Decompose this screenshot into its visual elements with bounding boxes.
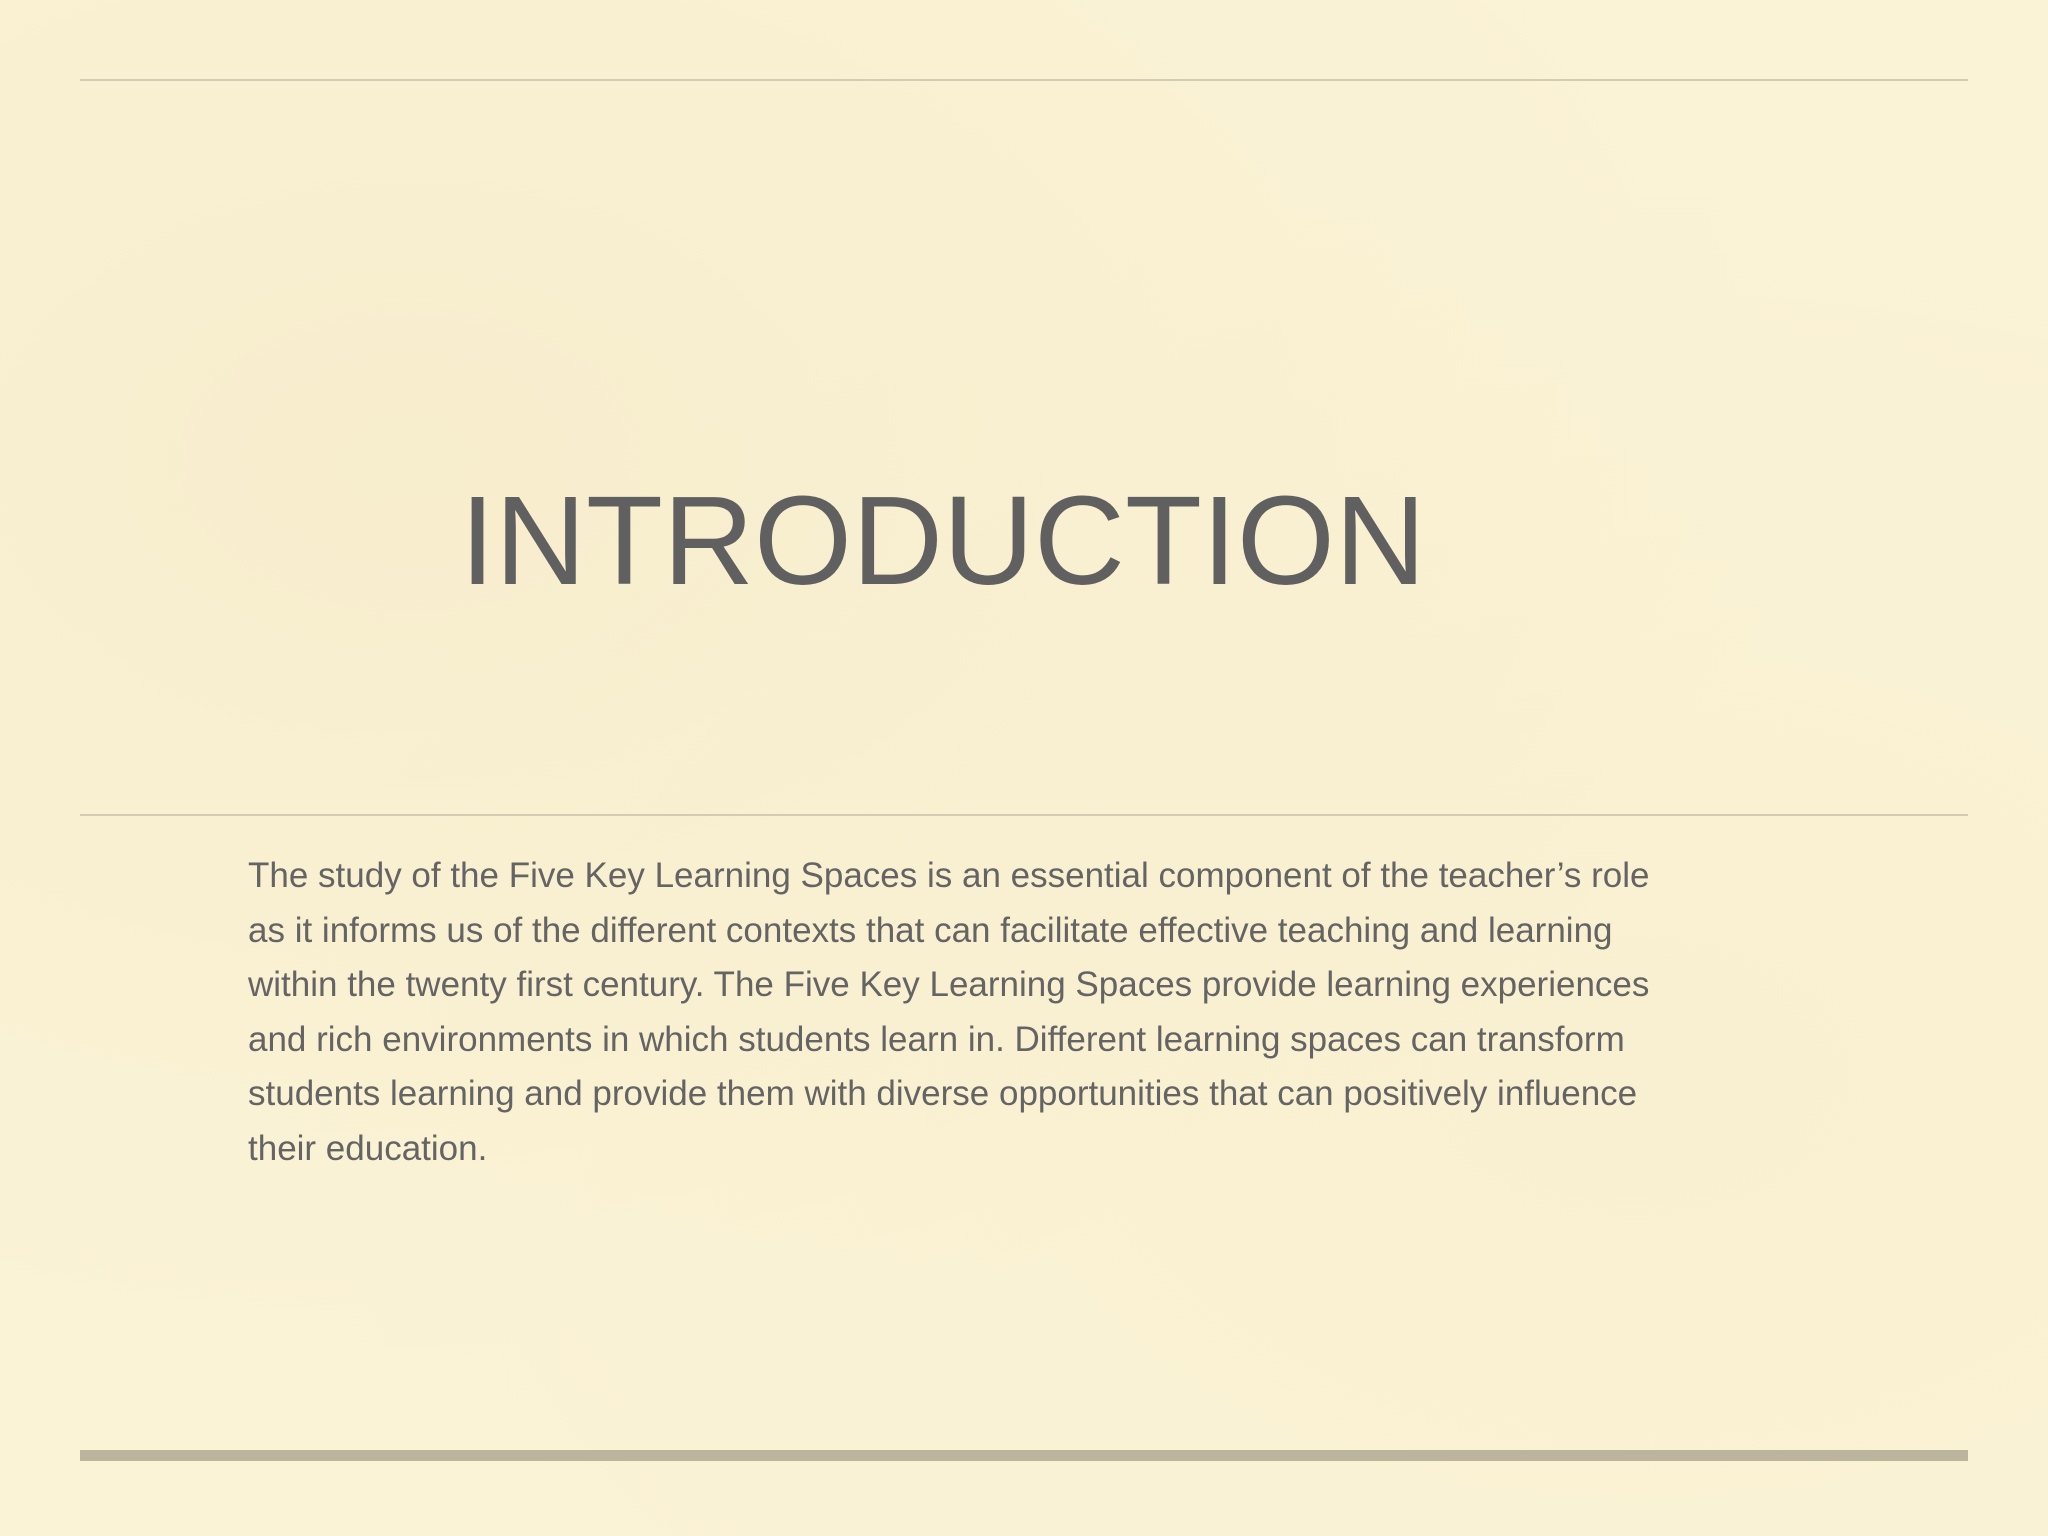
bottom-divider [80, 1450, 1968, 1461]
slide-body-text: The study of the Five Key Learning Spaces is an essential component of the teacher’s role as it informs us of the different contexts that can facilitate effective teaching and learning within the twenty first century. The Five Key Learning Spaces provide learning experiences and rich environments in which students learn in. Different learning spaces can transform students learning and provide them with diverse opportunities that can positively influence their education. [248, 856, 1650, 1168]
slide-title: INTRODUCTION [460, 470, 1426, 611]
top-divider [80, 79, 1968, 81]
middle-divider [80, 814, 1968, 816]
